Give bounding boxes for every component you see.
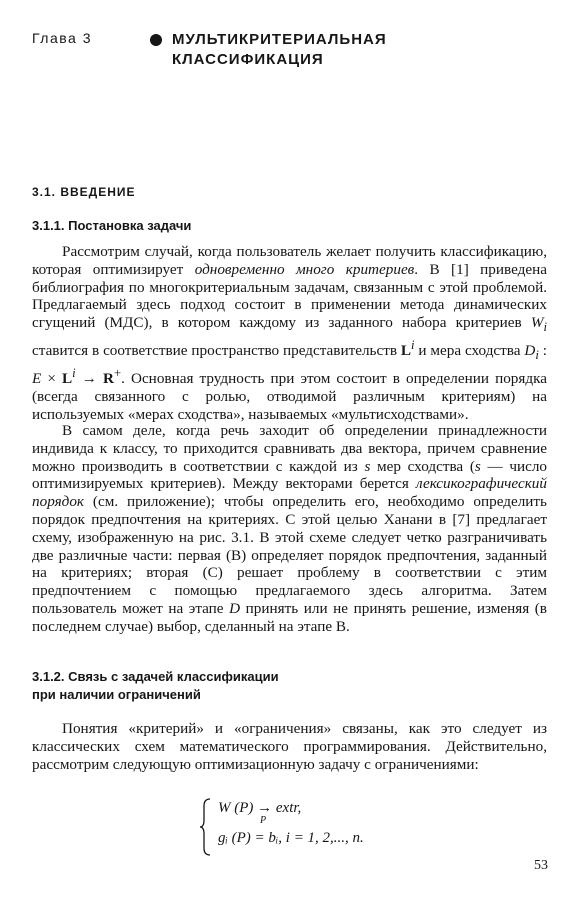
italic-span: одновременно много критериев — [194, 260, 415, 278]
text-span: принять или не принять решение, изменяя (в последнем случае) выбор, сделанный на этапе B. — [32, 599, 547, 635]
subsection-heading: 3.1.1. Постановка задачи — [32, 218, 192, 233]
math-symbol: L — [62, 369, 73, 387]
text-span: . В [1] приведена библиография по многокритериальным задачам, связанным с этой проблемой. Предлагаемый здесь подход состоит в применении метода динамических сгущений (МДС), в котором каждому из заданного набора критериев — [32, 260, 547, 332]
text-span: . Основная трудность при этом состоит в определении порядка (всегда связанного с ролью, отводимой различным критериям) на используемых «мерах сходства», называемых «мультисходствами». — [32, 369, 547, 423]
math-symbol: R — [103, 369, 114, 387]
brace-icon — [200, 798, 212, 856]
text-span: → — [75, 369, 103, 387]
chapter-label: Глава 3 — [32, 30, 92, 46]
math-symbol: D — [524, 342, 536, 360]
text-span: ставится в соответствие пространство представительств — [32, 342, 401, 360]
subsection-heading-line1: 3.1.2. Связь с задачей классификации — [32, 669, 279, 684]
math-superscript: i — [411, 338, 415, 353]
math-symbol: W — [530, 314, 544, 332]
section-heading: 3.1. ВВЕДЕНИЕ — [32, 185, 136, 199]
math-symbol: D — [229, 599, 241, 617]
chapter-title — [172, 30, 387, 70]
formula-line-1: W (P) → extr, — [218, 800, 302, 816]
page-number: 53 — [534, 858, 548, 873]
italic-span: лексикографический порядок — [32, 475, 547, 511]
text-span: × — [41, 369, 62, 387]
text-span: — число оптимизируемых критериев). Между векторами берется — [32, 457, 548, 493]
math-superscript: i — [72, 365, 76, 380]
text-span: : — [538, 342, 547, 360]
text-span: мер сходства ( — [370, 457, 475, 475]
text-span: Рассмотрим случай, когда пользователь желает получить классификацию, которая оптимизирует — [32, 243, 547, 278]
chapter-title-line2: КЛАССИФИКАЦИЯ — [172, 51, 324, 68]
subsection-heading-line2: при наличии ограничений — [32, 687, 201, 702]
bullet-icon — [150, 34, 162, 46]
paragraph-1 — [32, 243, 547, 423]
math-superscript: + — [113, 365, 122, 380]
formula-line-2: gᵢ (P) = bᵢ, i = 1, 2,..., n. — [218, 830, 364, 846]
text-span: В самом деле, когда речь заходит об определении принадлежности индивида к классу, то приходится сравнивать два вектора, причем сравнение можно производить в соответствии с каждой из — [32, 422, 547, 475]
paragraph-3: Понятия «критерий» и «ограничения» связаны, как это следует из классических схем математического программирования. Действительно, рассмотрим следующую оптимизационную задачу с ограничениями: — [32, 720, 547, 773]
text-span: (см. приложение); чтобы определить его, необходимо определить порядок предпочтения на критериях. С этой целью Ханани в [7] предлагает схему, изображенную на рис. 3.1. В этой схеме следует четко разграничивать две различные части: первая (B) определяет порядок предпочтения, заданный на критериях; вторая (C) решает проблему в соответствии с этим предпочтением с помощью предлагаемого здесь алгоритма. Затем пользователь может на этапе — [32, 493, 547, 617]
text-span: и мера сходства — [414, 342, 525, 360]
math-subscript: i — [543, 320, 547, 335]
formula — [200, 798, 420, 858]
paragraph-2 — [32, 422, 547, 636]
math-symbol: s — [474, 457, 481, 475]
formula-subscript: P — [260, 815, 267, 826]
math-subscript: i — [535, 348, 539, 363]
math-symbol: E — [32, 369, 42, 387]
math-symbol: s — [364, 457, 371, 475]
chapter-title-line1: МУЛЬТИКРИТЕРИАЛЬНАЯ — [172, 31, 387, 48]
math-symbol: L — [400, 342, 412, 360]
subsection-heading-2 — [32, 668, 279, 704]
